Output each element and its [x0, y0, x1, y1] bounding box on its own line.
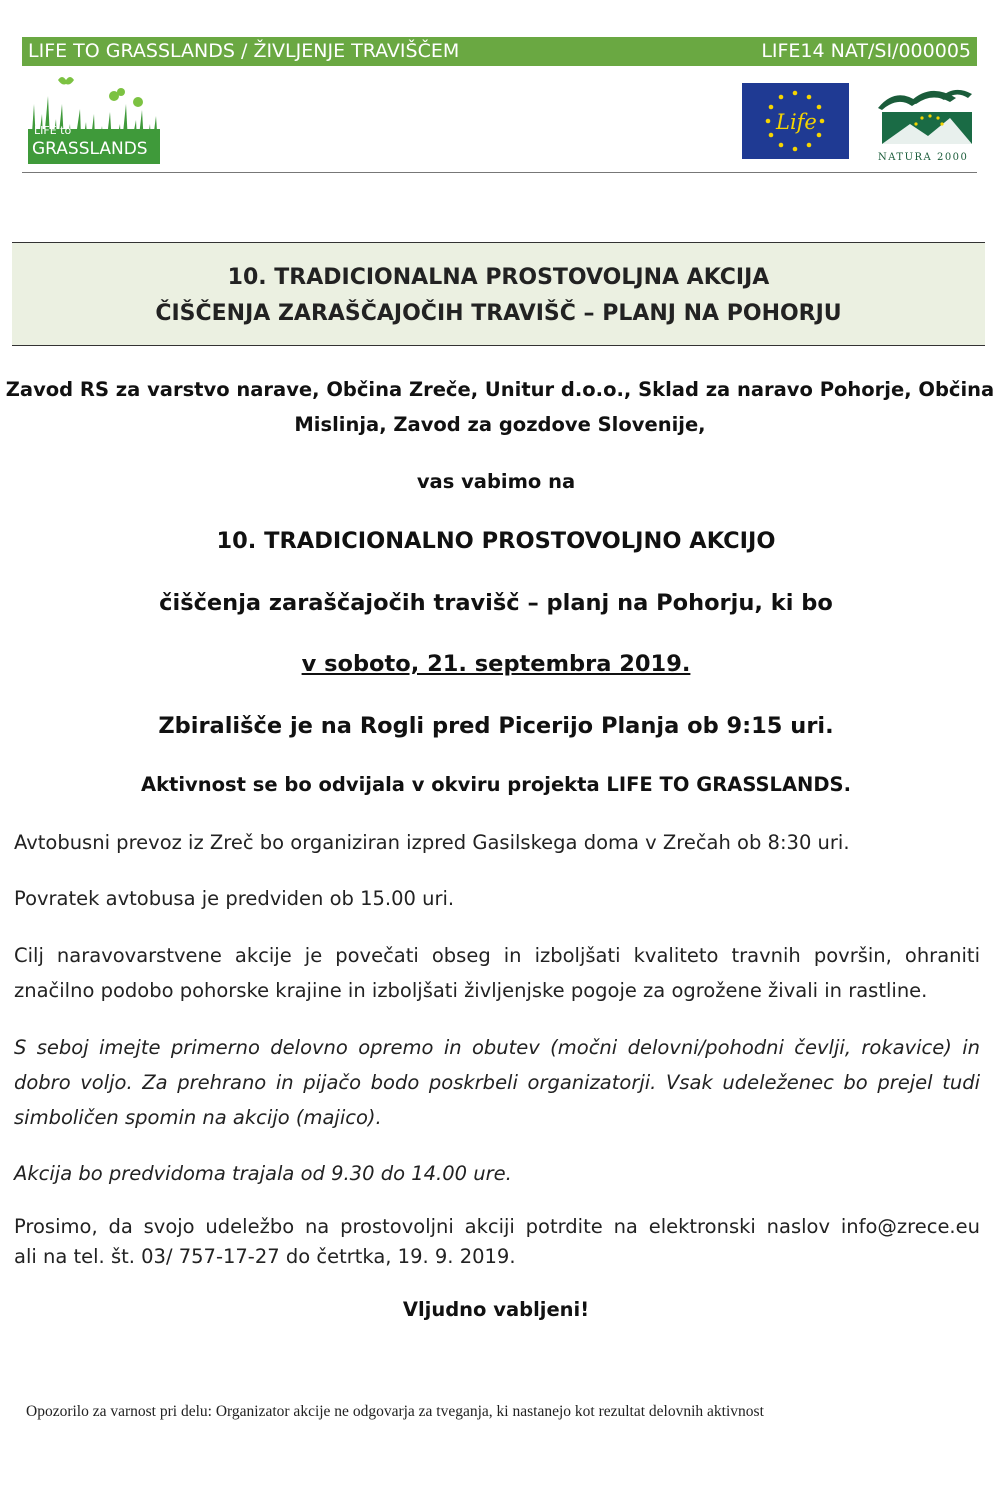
project-note-prefix: Aktivnost se bo odvijala v okviru projekta	[140, 773, 607, 796]
bus-return: Povratek avtobusa je predviden ob 15.00 uri.	[14, 887, 455, 910]
title-line-2: ČIŠČENJA ZARAŠČAJOČIH TRAVIŠČ – PLANJ NA POHORJU	[155, 301, 842, 326]
svg-text:LIFE to: LIFE to	[34, 124, 72, 137]
svg-text:NATURA 2000: NATURA 2000	[878, 152, 969, 163]
rsvp-paragraph	[14, 1212, 980, 1272]
svg-text:GRASSLANDS: GRASSLANDS	[32, 139, 148, 159]
project-note	[0, 773, 996, 796]
organizers-line-2: Mislinja, Zavod za gozdove Slovenije,	[294, 413, 706, 436]
svg-text:Life: Life	[776, 110, 817, 134]
goal-line-2: značilno podobo pohorske krajine in izboljšati življenjske pogoje za ogrožene živali in rastline.	[14, 979, 928, 1002]
project-code: LIFE14 NAT/SI/000005	[761, 40, 971, 62]
header-bar	[22, 37, 977, 66]
meeting-point: Zbirališče je na Rogli pred Picerijo Planja ob 9:15 uri.	[158, 713, 834, 739]
goal-paragraph	[14, 938, 980, 1008]
rsvp-line-1: Prosimo, da svojo udeležbo na prostovoljni akciji potrdite na elektronski naslov info@zrece.eu	[14, 1215, 980, 1238]
title-line-1: 10. TRADICIONALNA PROSTOVOLJNA AKCIJA	[227, 265, 770, 290]
event-date: v soboto, 21. septembra 2019.	[301, 651, 691, 677]
natura-2000-logo	[870, 78, 978, 166]
organizers-line-1: Zavod RS za varstvo narave, Občina Zreče, Unitur d.o.o., Sklad za naravo Pohorje, Občina	[5, 378, 995, 401]
equipment-paragraph	[14, 1030, 980, 1135]
equipment-line-2: dobro voljo. Za prehrano in pijačo bodo poskrbeli organizatorji. Vsak udeleženec bo prejel tudi	[14, 1071, 980, 1094]
project-title: LIFE TO GRASSLANDS / ŽIVLJENJE TRAVIŠČEM	[28, 40, 460, 62]
duration: Akcija bo predvidoma trajala od 9.30 do 14.00 ure.	[14, 1162, 512, 1185]
project-note-name: LIFE TO GRASSLANDS.	[606, 773, 852, 796]
bus-departure: Avtobusni prevoz iz Zreč bo organiziran izpred Gasilskega doma v Zrečah ob 8:30 uri.	[14, 831, 850, 854]
goal-line-1: Cilj naravovarstvene akcije je povečati obseg in izboljšati kvaliteto travnih površin, ohraniti	[14, 944, 980, 967]
eu-life-logo	[742, 83, 849, 159]
event-name: 10. TRADICIONALNO PROSTOVOLJNO AKCIJO	[216, 528, 776, 554]
life-to-grasslands-logo	[28, 74, 160, 164]
equipment-line-3: simboličen spomin na akcijo (majico).	[14, 1106, 382, 1129]
header-divider	[22, 172, 977, 173]
title-box	[12, 242, 985, 346]
equipment-line-1: S seboj imejte primerno delovno opremo in obutev (močni delovni/pohodni čevlji, rokavice) in	[14, 1036, 980, 1059]
safety-warning: Opozorilo za varnost pri delu: Organizator akcije ne odgovarja za tveganja, ki nastanejo kot rezultat delovnih aktivnost	[26, 1403, 764, 1420]
rsvp-line-2: ali na tel. št. 03/ 757-17-27 do četrtka, 19. 9. 2019.	[14, 1245, 516, 1268]
event-description: čiščenja zaraščajočih travišč – planj na Pohorju, ki bo	[159, 590, 833, 616]
closing-text: Vljudno vabljeni!	[402, 1298, 590, 1321]
invite-text: vas vabimo na	[416, 470, 576, 493]
